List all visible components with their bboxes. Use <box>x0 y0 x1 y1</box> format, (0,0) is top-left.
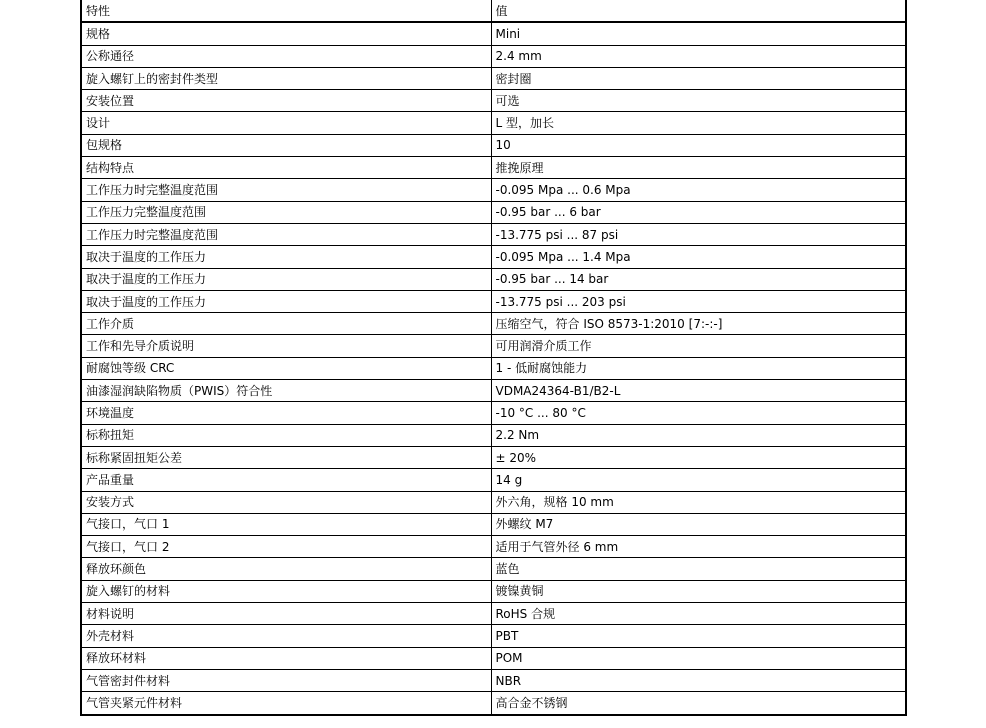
property-cell: 安装位置 <box>81 90 491 112</box>
property-cell: 结构特点 <box>81 157 491 179</box>
value-cell: POM <box>491 647 906 669</box>
property-cell: 工作介质 <box>81 313 491 335</box>
table-row <box>81 112 906 134</box>
property-cell: 标称扭矩 <box>81 424 491 446</box>
table-row <box>81 513 906 535</box>
table-row <box>81 446 906 468</box>
table-row <box>81 67 906 89</box>
value-cell: -13.775 psi ... 87 psi <box>491 223 906 245</box>
value-cell: 外六角，规格 10 mm <box>491 491 906 513</box>
property-cell: 气管密封件材料 <box>81 669 491 691</box>
value-cell: 14 g <box>491 469 906 491</box>
table-row <box>81 90 906 112</box>
table-row <box>81 402 906 424</box>
table-header-row <box>81 0 906 22</box>
value-cell: 可用润滑介质工作 <box>491 335 906 357</box>
value-cell: Mini <box>491 22 906 45</box>
property-cell: 气管夹紧元件材料 <box>81 692 491 715</box>
property-cell: 公称通径 <box>81 45 491 67</box>
table-row <box>81 580 906 602</box>
value-cell: 密封圈 <box>491 67 906 89</box>
value-cell: -0.95 bar ... 14 bar <box>491 268 906 290</box>
table-row <box>81 424 906 446</box>
table-row <box>81 246 906 268</box>
property-cell: 外壳材料 <box>81 625 491 647</box>
property-cell: 产品重量 <box>81 469 491 491</box>
property-cell: 设计 <box>81 112 491 134</box>
table-row <box>81 625 906 647</box>
value-cell: 高合金不锈钢 <box>491 692 906 715</box>
table-row <box>81 268 906 290</box>
value-cell: -0.095 Mpa ... 1.4 Mpa <box>491 246 906 268</box>
property-cell: 取决于温度的工作压力 <box>81 290 491 312</box>
table-row <box>81 491 906 513</box>
table-row <box>81 45 906 67</box>
value-cell: 外螺纹 M7 <box>491 513 906 535</box>
value-cell: 推挽原理 <box>491 157 906 179</box>
property-cell: 旋入螺钉上的密封件类型 <box>81 67 491 89</box>
property-cell: 工作压力完整温度范围 <box>81 201 491 223</box>
property-cell: 标称紧固扭矩公差 <box>81 446 491 468</box>
table-row <box>81 380 906 402</box>
property-cell: 旋入螺钉的材料 <box>81 580 491 602</box>
table-row <box>81 201 906 223</box>
value-cell: 1 - 低耐腐蚀能力 <box>491 357 906 379</box>
table-row <box>81 357 906 379</box>
value-cell: 2.2 Nm <box>491 424 906 446</box>
value-cell: 适用于气管外径 6 mm <box>491 536 906 558</box>
value-cell: L 型，加长 <box>491 112 906 134</box>
header-property: 特性 <box>81 0 491 22</box>
table-row <box>81 692 906 715</box>
value-cell: VDMA24364-B1/B2-L <box>491 380 906 402</box>
property-cell: 工作压力时完整温度范围 <box>81 179 491 201</box>
property-cell: 释放环颜色 <box>81 558 491 580</box>
value-cell: RoHS 合规 <box>491 603 906 625</box>
table-row <box>81 223 906 245</box>
value-cell: NBR <box>491 669 906 691</box>
value-cell: -13.775 psi ... 203 psi <box>491 290 906 312</box>
value-cell: PBT <box>491 625 906 647</box>
value-cell: 2.4 mm <box>491 45 906 67</box>
table-row <box>81 558 906 580</box>
table-row <box>81 469 906 491</box>
property-cell: 油漆湿润缺陷物质（PWIS）符合性 <box>81 380 491 402</box>
property-cell: 气接口，气口 2 <box>81 536 491 558</box>
table-row <box>81 603 906 625</box>
spec-table <box>80 0 907 716</box>
value-cell: 镀镍黄铜 <box>491 580 906 602</box>
property-cell: 环境温度 <box>81 402 491 424</box>
value-cell: ± 20% <box>491 446 906 468</box>
table-row <box>81 157 906 179</box>
property-cell: 安装方式 <box>81 491 491 513</box>
property-cell: 气接口，气口 1 <box>81 513 491 535</box>
property-cell: 释放环材料 <box>81 647 491 669</box>
spec-table-body <box>81 0 906 715</box>
property-cell: 规格 <box>81 22 491 45</box>
value-cell: 10 <box>491 134 906 156</box>
table-row <box>81 290 906 312</box>
table-row <box>81 134 906 156</box>
table-row <box>81 669 906 691</box>
table-row <box>81 179 906 201</box>
table-row <box>81 647 906 669</box>
value-cell: -10 °C ... 80 °C <box>491 402 906 424</box>
table-row <box>81 536 906 558</box>
value-cell: -0.95 bar ... 6 bar <box>491 201 906 223</box>
property-cell: 包规格 <box>81 134 491 156</box>
value-cell: 可选 <box>491 90 906 112</box>
property-cell: 材料说明 <box>81 603 491 625</box>
header-value: 值 <box>491 0 906 22</box>
table-row <box>81 313 906 335</box>
property-cell: 取决于温度的工作压力 <box>81 246 491 268</box>
value-cell: 压缩空气，符合 ISO 8573-1:2010 [7:-:-] <box>491 313 906 335</box>
table-row <box>81 22 906 45</box>
property-cell: 工作和先导介质说明 <box>81 335 491 357</box>
property-cell: 工作压力时完整温度范围 <box>81 223 491 245</box>
property-cell: 取决于温度的工作压力 <box>81 268 491 290</box>
value-cell: -0.095 Mpa ... 0.6 Mpa <box>491 179 906 201</box>
property-cell: 耐腐蚀等级 CRC <box>81 357 491 379</box>
value-cell: 蓝色 <box>491 558 906 580</box>
table-row <box>81 335 906 357</box>
